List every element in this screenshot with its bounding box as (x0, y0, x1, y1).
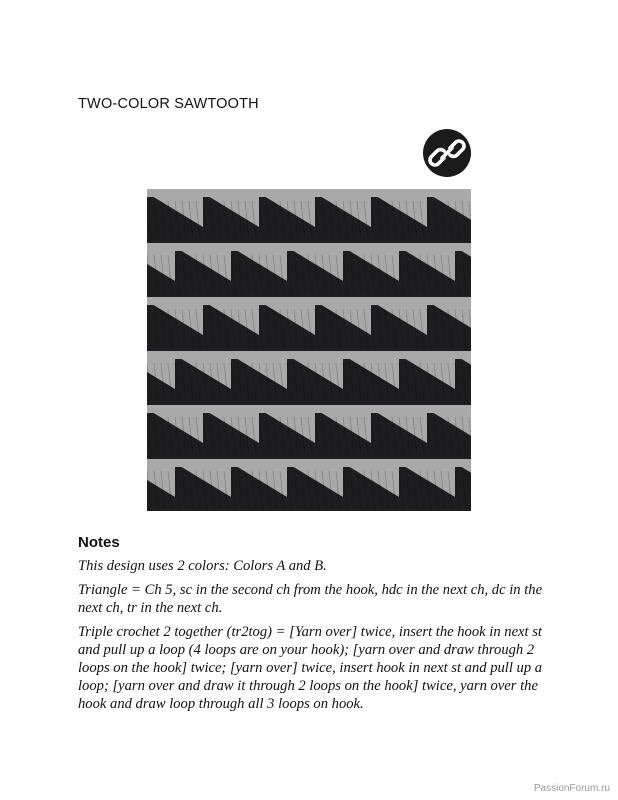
watermark: PassionForum.ru (533, 783, 610, 794)
notes-paragraph-tr2tog: Triple crochet 2 together (tr2tog) = [Yarn over] twice, insert the hook in next st and pull up a loop (4 loops are on your hook); [yarn over and draw through 2 loops on the hook] twice; [yarn over] twice, insert hook in next st and pull up a loop; [yarn over and draw it through 2 loops on the hook] twice, yarn over the hook and draw loop through all 3 loops on hook. (78, 624, 543, 712)
notes-paragraph-colors: This design uses 2 colors: Colors A and B. (78, 558, 327, 574)
notes-paragraph-triangle: Triangle = Ch 5, sc in the second ch from the hook, hdc in the next ch, dc in the next ch, tr in the next ch. (78, 582, 543, 616)
page-title: TWO-COLOR SAWTOOTH (78, 96, 259, 112)
chain-link-logo-icon (423, 129, 471, 177)
crochet-swatch-photo (147, 189, 471, 511)
notes-body (78, 557, 548, 719)
notes-heading: Notes (78, 534, 120, 551)
